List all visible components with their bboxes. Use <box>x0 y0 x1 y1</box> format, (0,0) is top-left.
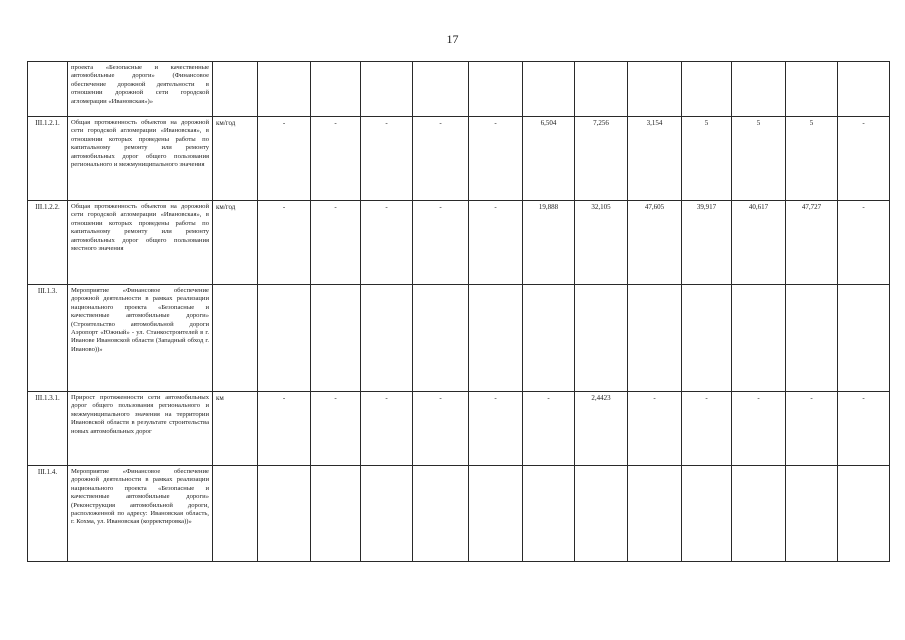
value-cell: 6,504 <box>523 117 575 201</box>
value-cell: - <box>838 117 890 201</box>
row-unit-cell: км <box>213 392 258 466</box>
row-number-cell: III.1.2.2. <box>28 201 68 285</box>
value-cell: - <box>628 392 682 466</box>
value-cell <box>838 62 890 117</box>
value-cell: - <box>258 117 311 201</box>
value-cell: - <box>469 201 523 285</box>
value-cell <box>575 466 628 562</box>
page-number: 17 <box>446 32 459 46</box>
table-row <box>28 117 890 201</box>
value-cell <box>682 466 732 562</box>
row-description-cell: Общая протяженность объектов на дорожной сети городской агломерации «Ивановская», в отношении которых проведены работы по капитальному ремонту или ремонту автомобильных дорог общего пользования регионального и межмуниципального значения <box>68 117 213 201</box>
value-cell <box>413 285 469 392</box>
value-cell: - <box>838 392 890 466</box>
value-cell <box>413 466 469 562</box>
value-cell <box>361 285 413 392</box>
row-unit-cell <box>213 62 258 117</box>
row-number-cell <box>28 62 68 117</box>
value-cell <box>311 466 361 562</box>
row-description-cell: Мероприятие «Финансовое обеспечение дорожной деятельности в рамках реализации национального проекта «Безопасные и качественные автомобильные дороги» (Строительство автомобильной дороги Аэропорт «Южный» - ул. Станкостроителей в г. Иванове Ивановской области (Западный обход г. Иваново))» <box>68 285 213 392</box>
value-cell: - <box>361 201 413 285</box>
value-cell <box>786 466 838 562</box>
value-cell: - <box>311 117 361 201</box>
value-cell <box>575 62 628 117</box>
value-cell: - <box>258 201 311 285</box>
value-cell <box>838 466 890 562</box>
value-cell: - <box>682 392 732 466</box>
value-cell <box>523 62 575 117</box>
value-cell <box>361 62 413 117</box>
value-cell: - <box>786 392 838 466</box>
value-cell <box>628 285 682 392</box>
value-cell <box>575 285 628 392</box>
table-row <box>28 466 890 562</box>
value-cell: 3,154 <box>628 117 682 201</box>
row-description-cell: Мероприятие «Финансовое обеспечение дорожной деятельности в рамках реализации национального проекта «Безопасные и качественные автомобильные дороги» (Реконструкция автомобильной дороги, расположенной по адресу: Ивановская область, г. Кохма, ул. Ивановская (корректировка))» <box>68 466 213 562</box>
value-cell: - <box>469 392 523 466</box>
value-cell <box>732 285 786 392</box>
value-cell <box>311 285 361 392</box>
value-cell: 40,617 <box>732 201 786 285</box>
value-cell <box>469 285 523 392</box>
row-description-cell: Общая протяженность объектов на дорожной сети городской агломерации «Ивановская», в отношении которых проведены работы по капитальному ремонту или ремонту автомобильных дорог общего пользования местного значения <box>68 201 213 285</box>
value-cell: - <box>732 392 786 466</box>
row-unit-cell: км/год <box>213 117 258 201</box>
value-cell: - <box>469 117 523 201</box>
table-row <box>28 201 890 285</box>
row-number-cell: III.1.3.1. <box>28 392 68 466</box>
value-cell <box>361 466 413 562</box>
value-cell: - <box>311 201 361 285</box>
row-number-cell: III.1.3. <box>28 285 68 392</box>
value-cell: - <box>361 117 413 201</box>
value-cell: - <box>413 392 469 466</box>
value-cell <box>523 466 575 562</box>
value-cell: 47,727 <box>786 201 838 285</box>
value-cell <box>732 62 786 117</box>
value-cell <box>682 285 732 392</box>
value-cell <box>786 62 838 117</box>
value-cell: 47,605 <box>628 201 682 285</box>
value-cell: 5 <box>732 117 786 201</box>
value-cell <box>311 62 361 117</box>
value-cell <box>786 285 838 392</box>
value-cell: 19,888 <box>523 201 575 285</box>
value-cell: 5 <box>786 117 838 201</box>
value-cell <box>258 285 311 392</box>
value-cell: 7,256 <box>575 117 628 201</box>
table-row <box>28 285 890 392</box>
value-cell: - <box>311 392 361 466</box>
row-unit-cell: км/год <box>213 201 258 285</box>
value-cell: - <box>361 392 413 466</box>
row-number-cell: III.1.4. <box>28 466 68 562</box>
value-cell: 2,4423 <box>575 392 628 466</box>
row-description-cell: Прирост протяженности сети автомобильных дорог общего пользования регионального и межмуниципального значения на территории Ивановской области в результате строительства новых автомобильных дорог <box>68 392 213 466</box>
table-row <box>28 392 890 466</box>
value-cell <box>732 466 786 562</box>
row-description-cell: проекта «Безопасные и качественные автомобильные дороги» (Финансовое обеспечение дорожной деятельности в отношении дорожной сети городской агломерации «Ивановская»)» <box>68 62 213 117</box>
value-cell <box>838 285 890 392</box>
value-cell: - <box>258 392 311 466</box>
value-cell <box>469 62 523 117</box>
value-cell: - <box>413 201 469 285</box>
table-row <box>28 62 890 117</box>
row-number-cell: III.1.2.1. <box>28 117 68 201</box>
value-cell <box>628 62 682 117</box>
value-cell <box>258 62 311 117</box>
value-cell: 39,917 <box>682 201 732 285</box>
value-cell <box>628 466 682 562</box>
indicators-table <box>27 61 890 562</box>
value-cell: 32,105 <box>575 201 628 285</box>
value-cell: 5 <box>682 117 732 201</box>
value-cell: - <box>838 201 890 285</box>
value-cell <box>523 285 575 392</box>
value-cell <box>682 62 732 117</box>
value-cell <box>469 466 523 562</box>
value-cell: - <box>523 392 575 466</box>
row-unit-cell <box>213 466 258 562</box>
value-cell <box>258 466 311 562</box>
value-cell: - <box>413 117 469 201</box>
value-cell <box>413 62 469 117</box>
row-unit-cell <box>213 285 258 392</box>
